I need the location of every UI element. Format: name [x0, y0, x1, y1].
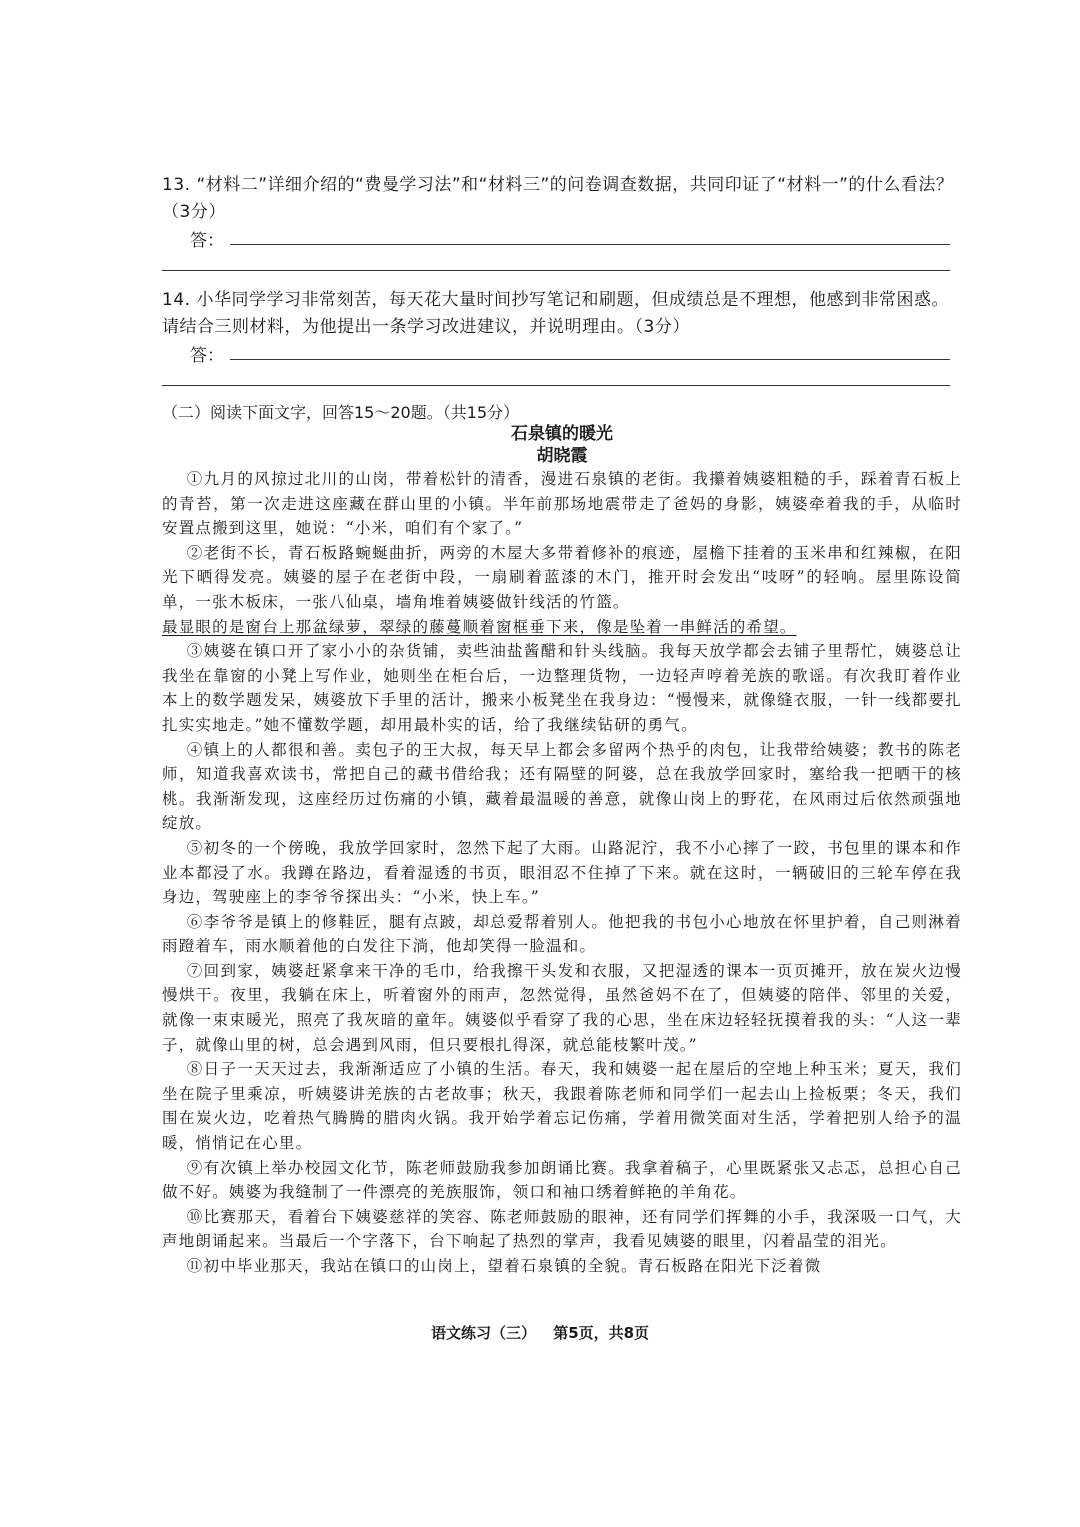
paragraph-3: ③姨婆在镇口开了家小小的杂货铺，卖些油盐酱醋和针头线脑。我每天放学都会去铺子里帮忙，姨婆总让我坐在靠窗的小凳上写作业，她则坐在柜台后，一边整理货物，一边轻声哼着羌族的歌谣。有次我盯着作业本上的数学题发呆，姨婆放下手里的活计，搬来小板凳坐在我身边：“慢慢来，就像缝衣服，一针一线都要扎扎实实地走。”她不懂数学题，却用最朴实的话，给了我继续钻研的勇气。: [162, 642, 962, 734]
section-heading: （二）阅读下面文字，回答15～20题。（共15分）: [162, 403, 520, 422]
paragraph-11: ⑪初中毕业那天，我站在镇口的山岗上，望着石泉镇的全貌。青石板路在阳光下泛着微: [186, 1257, 822, 1275]
answer-line-14b[interactable]: [162, 369, 950, 386]
page-footer: [0, 1322, 1080, 1343]
exam-page: [162, 172, 962, 1279]
paragraph-2-underlined: 最显眼的是窗台上那盆绿萝，翠绿的藤蔓顺着窗框垂下来，像是坠着一串鲜活的希望。: [162, 617, 797, 636]
answer-label-13: 答：: [190, 231, 224, 251]
paragraph-1: ①九月的风掠过北川的山岗，带着松针的清香，漫进石泉镇的老街。我攥着姨婆粗糙的手，踩着青石板上的青苔，第一次走进这座藏在群山里的小镇。半年前那场地震带走了爸妈的身影，姨婆牵着我的手，从临时安置点搬到这里，她说：“小米，咱们有个家了。”: [162, 470, 962, 538]
answer-row-14: [162, 341, 962, 369]
answer-row-13: [162, 226, 962, 254]
paragraph-2: ②老街不长，青石板路蜿蜒曲折，两旁的木屋大多带着修补的痕迹，屋檐下挂着的玉米串和红辣椒，在阳光下晒得发亮。姨婆的屋子在老街中段，一扇刷着蓝漆的木门，推开时会发出“吱呀”的轻响。屋里陈设简单，一张木板床，一张八仙桌，墙角堆着姨婆做针线活的竹篮。: [162, 543, 962, 611]
paragraph-7: ⑦回到家，姨婆赶紧拿来干净的毛巾，给我擦干头发和衣服，又把湿透的课本一页页摊开，放在炭火边慢慢烘干。夜里，我躺在床上，听着窗外的雨声，忽然觉得，虽然爸妈不在了，但姨婆的陪伴、邻里的关爱，就像一束束暖光，照亮了我灰暗的童年。姨婆似乎看穿了我的心思，坐在床边轻轻抚摸着我的头：“人这一辈子，就像山里的树，总会遇到风雨，但只要根扎得深，就总能枝繁叶茂。”: [162, 961, 962, 1054]
passage-title: 石泉镇的暖光: [511, 424, 613, 444]
footer-page: 第5页，共8页: [553, 1324, 650, 1342]
answer-line-13[interactable]: [230, 244, 950, 245]
question-14: 14. 小华同学学习非常刻苦，每天花大量时间抄写笔记和刷题，但成绩总是不理想，他感到非常困惑。请结合三则材料，为他提出一条学习改进建议，并说明理由。（3分）: [162, 290, 949, 337]
paragraph-6: ⑥李爷爷是镇上的修鞋匠，腿有点跛，却总爱帮着别人。他把我的书包小心地放在怀里护着，自己则淋着雨蹬着车，雨水顺着他的白发往下淌，他却笑得一脸温和。: [162, 912, 962, 956]
paragraph-4: ④镇上的人都很和善。卖包子的王大叔，每天早上都会多留两个热乎的肉包，让我带给姨婆；教书的陈老师，知道我喜欢读书，常把自己的藏书借给我；还有隔壁的阿婆，总在我放学回家时，塞给我一把晒干的核桃。我渐渐发现，这座经历过伤痛的小镇，藏着最温暖的善意，就像山岗上的野花，在风雨过后依然顽强地绽放。: [162, 740, 962, 833]
answer-line-14[interactable]: [230, 359, 950, 360]
passage-author: 胡晓霞: [536, 446, 588, 466]
question-13: 13. “材料二”详细介绍的“费曼学习法”和“材料三”的问卷调查数据，共同印证了“材料一”的什么看法？（3分）: [162, 175, 954, 222]
paragraph-10: ⑩比赛那天，看着台下姨婆慈祥的笑容、陈老师鼓励的眼神，还有同学们挥舞的小手，我深吸一口气，大声地朗诵起来。当最后一个字落下，台下响起了热烈的掌声，我看见姨婆的眼里，闪着晶莹的泪光。: [162, 1207, 962, 1251]
paragraph-5: ⑤初冬的一个傍晚，我放学回家时，忽然下起了大雨。山路泥泞，我不小心摔了一跤，书包里的课本和作业本都浸了水。我蹲在路边，看着湿透的书页，眼泪忍不住掉了下来。就在这时，一辆破旧的三轮车停在我身边，驾驶座上的李爷爷探出头：“小米，快上车。”: [162, 838, 962, 907]
answer-line-13b[interactable]: [162, 254, 950, 271]
paragraph-8: ⑧日子一天天过去，我渐渐适应了小镇的生活。春天，我和姨婆一起在屋后的空地上种玉米；夏天，我们坐在院子里乘凉，听姨婆讲羌族的古老故事；秋天，我跟着陈老师和同学们一起去山上捡板栗；冬天，我们围在炭火边，吃着热气腾腾的腊肉火锅。我开始学着忘记伤痛，学着用微笑面对生活，学着把别人给予的温暖，悄悄记在心里。: [162, 1060, 962, 1153]
paragraph-9: ⑨有次镇上举办校园文化节，陈老师鼓励我参加朗诵比赛。我拿着稿子，心里既紧张又忐忑，总担心自己做不好。姨婆为我缝制了一件漂亮的羌族服饰，领口和袖口绣着鲜艳的羊角花。: [162, 1158, 962, 1202]
answer-label-14: 答：: [190, 346, 224, 366]
footer-subject: 语文练习（三）: [430, 1324, 536, 1342]
